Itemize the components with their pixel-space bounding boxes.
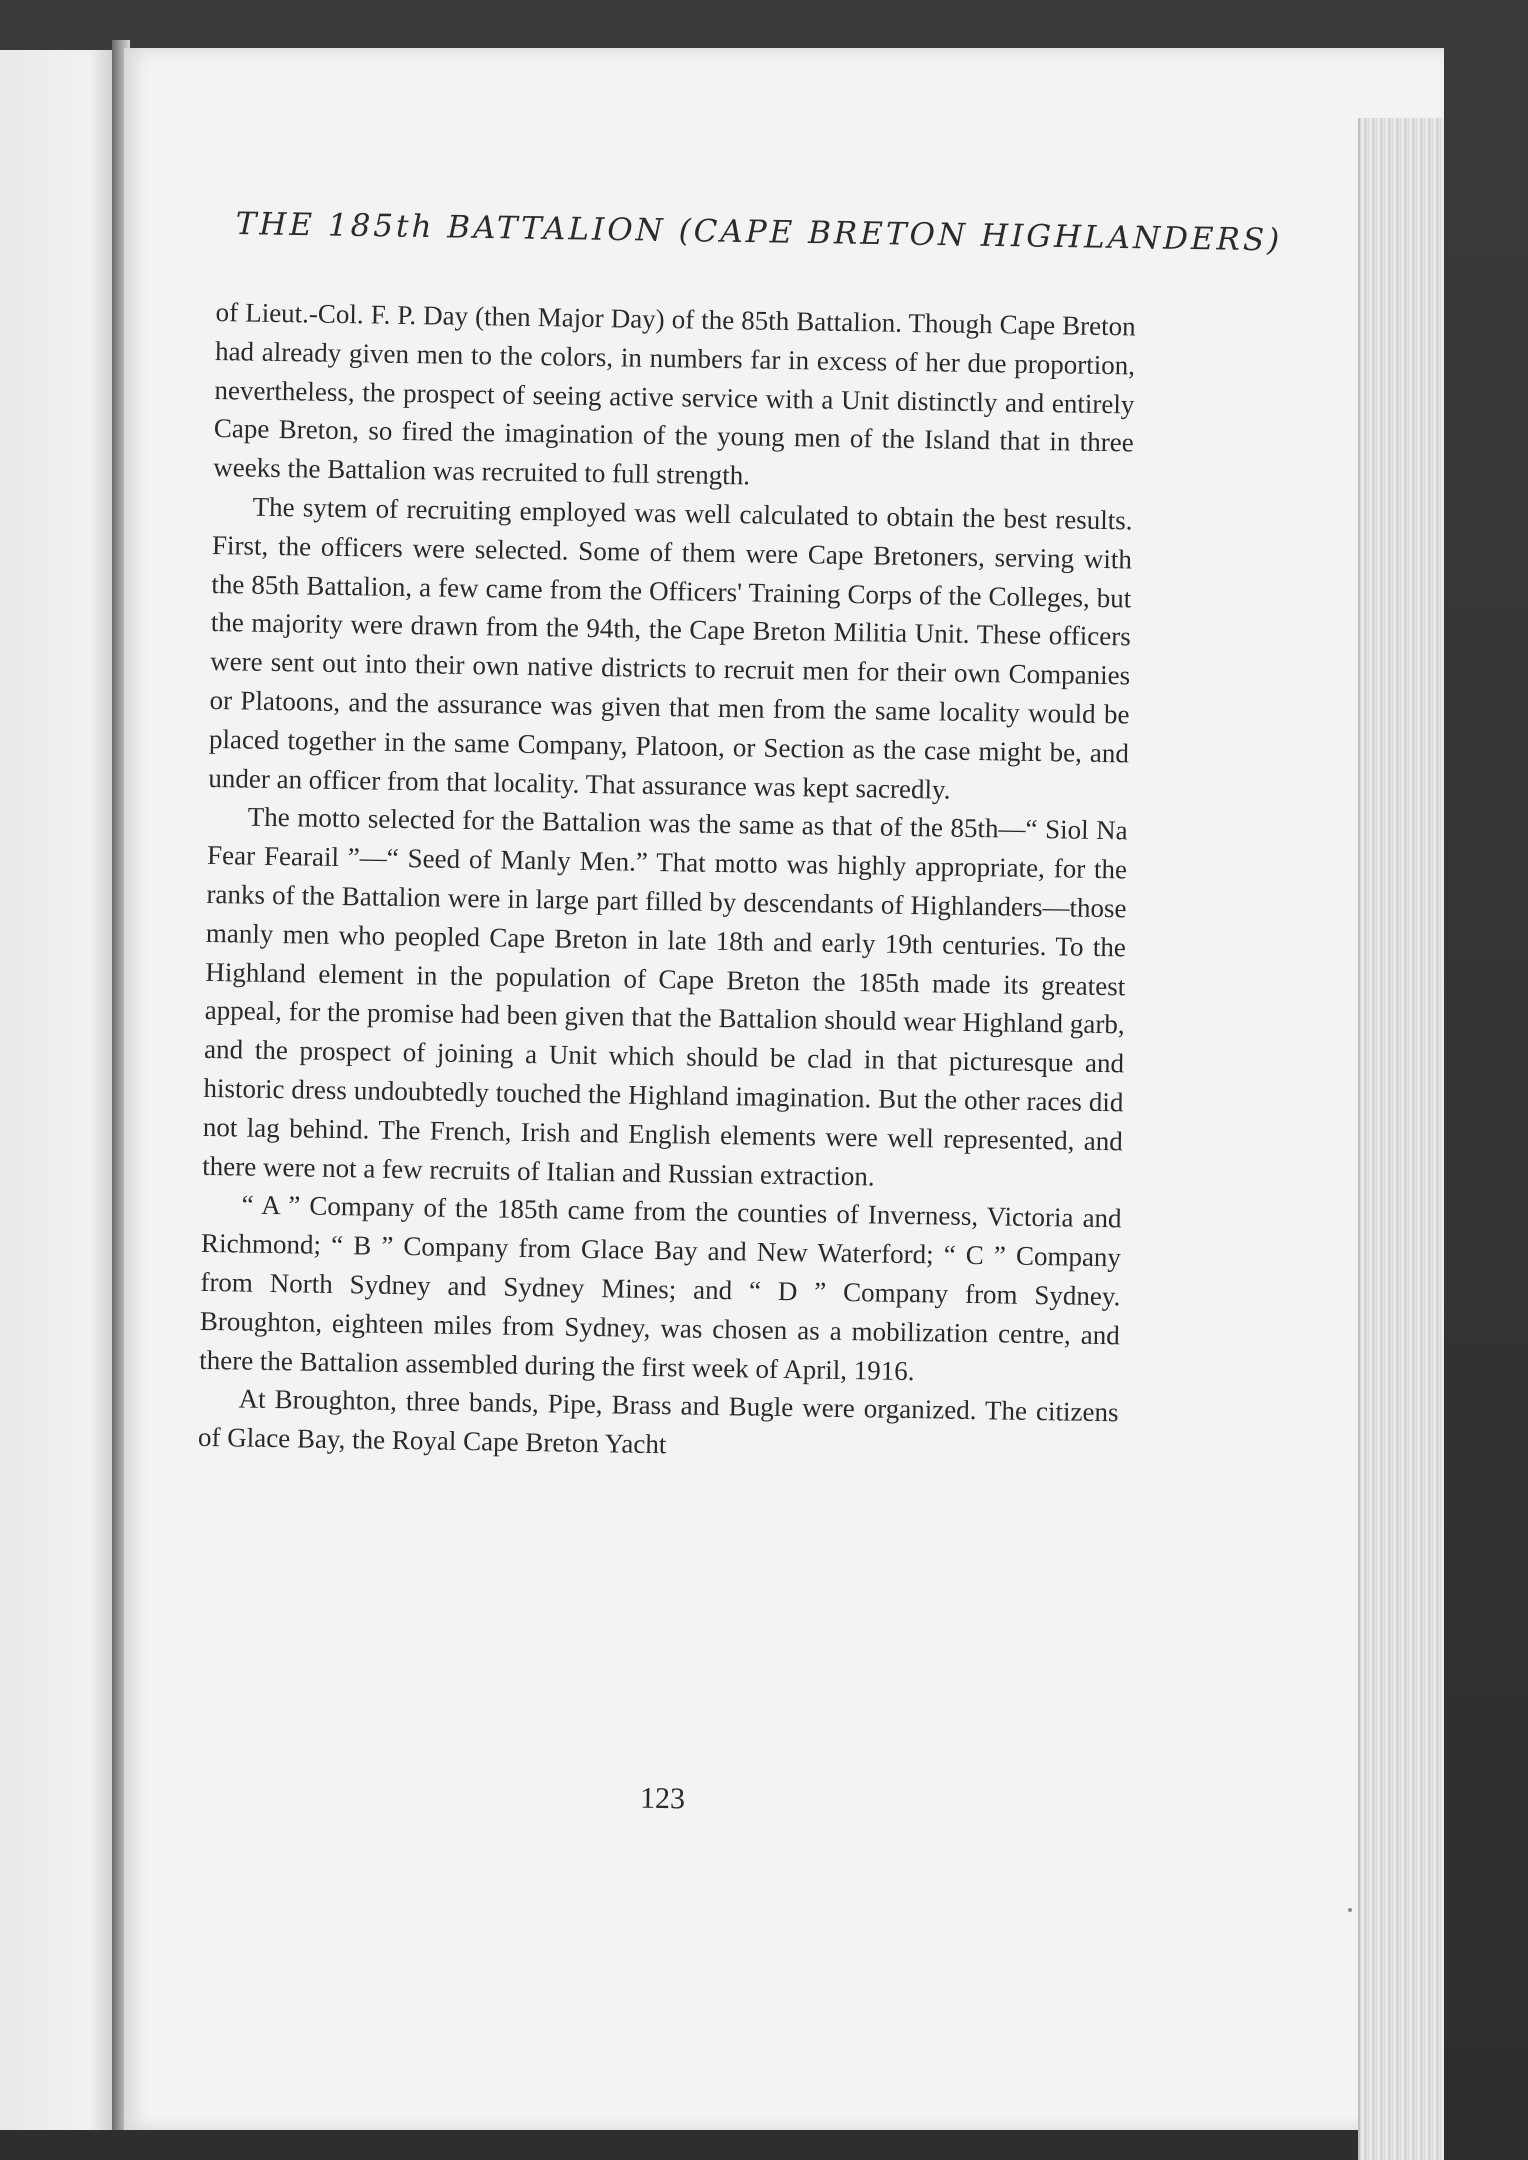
page-edges bbox=[1358, 118, 1444, 2160]
running-head: THE 185th BATTALION (CAPE BRETON HIGHLANDERS) bbox=[235, 206, 1283, 259]
page-number: 123 bbox=[639, 1781, 686, 1816]
paper-speck bbox=[1348, 1908, 1352, 1912]
left-page bbox=[0, 50, 112, 2130]
paragraph-4: “ A ” Company of the 185th came from the counties of Inverness, Victoria and Richmond; “ B ” Company from Glace Bay and New Waterford; “ C ” Company from North Sydney and Sydney Mines; and “ D ” Company from Sydney. Broughton, eighteen miles from Sydney, was chosen as a mobilization centre, and there the Battalion assembled during the first week of April, 1916. bbox=[199, 1189, 1122, 1386]
paragraph-1: of Lieut.-Col. F. P. Day (then Major Day) of the 85th Battalion. Though Cape Breton had already given men to the colors, in numbers far in excess of her due proportion, nevertheless, the prospect of seeing active service with a Unit distinctly and entirely Cape Breton, so fired the imagination of the young men of the Island that in three weeks the Battalion was recruited to full strength. bbox=[213, 296, 1136, 491]
paragraph-2: The sytem of recruiting employed was well calculated to obtain the best results. First, the officers were selected. Some of them were Cape Bretoners, serving with the 85th Battalion, a few came from the Officers' Training Corps of the Colleges, but the majority were drawn from the 94th, the Cape Breton Militia Unit. These officers were sent out into their own native districts to recruit men for their own Companies or Platoons, and the assurance was given that men from the same locality would be placed together in the same Company, Platoon, or Section as the case might be, and under an officer from that locality. That assurance was kept sacredly. bbox=[208, 491, 1133, 805]
body-text bbox=[198, 293, 1136, 1471]
paragraph-5: At Broughton, three bands, Pipe, Brass and Bugle were organized. The citizens of Glace Bay, the Royal Cape Breton Yacht bbox=[197, 1383, 1119, 1460]
paragraph-3: The motto selected for the Battalion was the same as that of the 85th—“ Siol Na Fear Fearail ”—“ Seed of Manly Men.” That motto was highly appropriate, for the ranks of the Battalion were in large part filled by descendants of Highlanders—those manly men who peopled Cape Breton in late 18th and early 19th centuries. To the Highland element in the population of Cape Breton the 185th made its greatest appeal, for the promise had been given that the Battalion should wear Highland garb, and the prospect of joining a Unit which should be clad in that picturesque and historic dress undoubtedly touched the Highland imagination. But the other races did not lag behind. The French, Irish and English elements were well represented, and there were not a few recruits of Italian and Russian extraction. bbox=[202, 801, 1128, 1191]
